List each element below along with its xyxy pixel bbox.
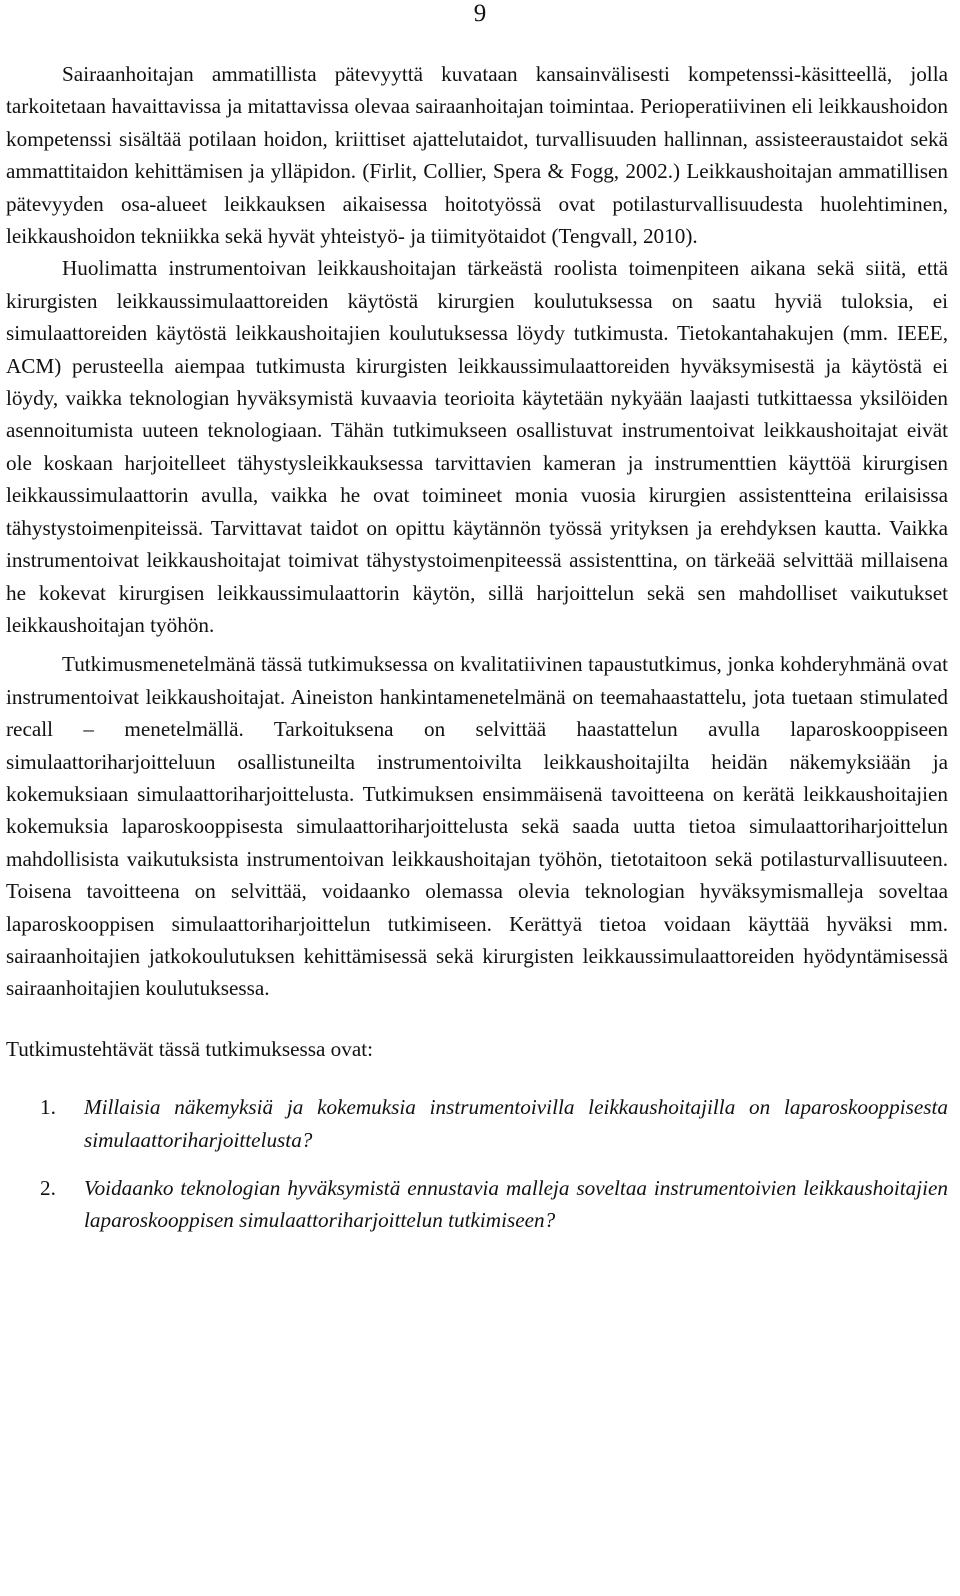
paragraph-competence: Sairaanhoitajan ammatillista pätevyyttä kuvataan kansainvälisesti kompetenssi-käsitteellä, jolla tarkoitetaan havaittavissa ja mitattavissa olevaa sairaanhoitajan toimintaa. Perioperatiivinen eli leikkaushoidon kompetenssi sisältää potilaan hoidon, kriittiset ajattelutaidot, turvallisuuden hallinnan, assisteeraustaidot sekä ammattitaidon kehittämisen ja ylläpidon. (Firlit, Collier, Spera & Fogg, 2002.) Leikkaushoitajan ammatillisen pätevyyden osa-alueet leikkauksen aikaisessa hoitotyössä ovat potilasturvallisuudesta huolehtiminen, leikkaushoidon tekniikka sekä hyvät yhteistyö- ja tiimityötaidot (Tengvall, 2010). bbox=[6, 62, 948, 249]
task-text: Millaisia näkemyksiä ja kokemuksia instrumentoivilla leikkaushoitajilla on laparoskooppisesta simulaattoriharjoittelusta? bbox=[84, 1095, 948, 1152]
research-task-1 bbox=[6, 1091, 948, 1156]
paragraph-background: Huolimatta instrumentoivan leikkaushoitajan tärkeästä roolista toimenpiteen aikana sekä siitä, että kirurgisten leikkaussimulaattoreiden käytöstä kirurgien koulutuksessa on saatu hyviä tuloksia, ei simulaattoreiden käytöstä leikkaushoitajien koulutuksessa löydy tutkimusta. Tietokantahakujen (mm. IEEE, ACM) perusteella aiempaa tutkimusta kirurgisten leikkaussimulaattoreiden hyväksymisestä ja käytöstä ei löydy, vaikka teknologian hyväksymistä kuvaavia teorioita käytetään nykyään laajasti tutkittaessa yksilöiden asennoitumista uuteen teknologiaan. Tähän tutkimukseen osallistuvat instrumentoivat leikkaushoitajat eivät ole koskaan harjoitelleet tähystysleikkauksessa tarvittavien kameran ja instrumenttien käyttöä kirurgisen leikkaussimulaattorin avulla, vaikka he ovat toimineet monia vuosia kirurgien assistentteina erilaisissa tähystystoimenpiteissä. Tarvittavat taidot on opittu käytännön työssä yrityksen ja erehdyksen kautta. Vaikka instrumentoivat leikkaushoitajat toimivat tähystystoimenpiteessä assistenttina, on tärkeää selvittää millaisena he kokevat kirurgisen leikkaussimulaattorin käytön, sillä harjoittelun sekä sen mahdolliset vaikutukset leikkaushoitajan työhön. bbox=[6, 256, 948, 637]
page-number: 9 bbox=[473, 0, 487, 27]
task-number: 1. bbox=[40, 1095, 56, 1120]
research-task-2 bbox=[6, 1172, 948, 1237]
task-number: 2. bbox=[40, 1176, 56, 1200]
research-tasks-intro: Tutkimustehtävät tässä tutkimuksessa ovat: bbox=[6, 1036, 374, 1061]
task-text: Voidaanko teknologian hyväksymistä ennustavia malleja soveltaa instrumentoivien leikkaushoitajien laparoskooppisen simulaattoriharjoittelun tutkimiseen? bbox=[84, 1176, 948, 1233]
body-text bbox=[6, 58, 948, 1253]
research-task-list bbox=[6, 1091, 948, 1237]
paragraph-method: Tutkimusmenetelmänä tässä tutkimuksessa on kvalitatiivinen tapaustutkimus, jonka kohderyhmänä ovat instrumentoivat leikkaushoitajat. Aineiston hankintamenetelmänä on teemahaastattelu, jota tuetaan stimulated recall – menetelmällä. Tarkoituksena on selvittää haastattelun avulla laparoskooppiseen simulaattoriharjoitteluun osallistuneilta instrumentoivilta leikkaushoitajilta heidän näkemyksiään ja kokemuksiaan simulaattoriharjoittelusta. Tutkimuksen ensimmäisenä tavoitteena on kerätä leikkaushoitajien kokemuksia laparoskooppisesta simulaattoriharjoittelusta sekä saada uutta tietoa simulaattoriharjoittelun mahdollisista vaikutuksista instrumentoivan leikkaushoitajan työhön, tietotaitoon sekä potilasturvallisuuteen. Toisena tavoitteena on selvittää, voidaanko olemassa olevia teknologian hyväksymismalleja soveltaa laparoskooppisen simulaattoriharjoittelun tutkimiseen. Kerättyä tietoa voidaan käyttää hyväksi mm. sairaanhoitajien jatkokoulutuksen kehittämisessä sekä kirurgisten leikkaussimulaattoreiden hyödyntämisessä sairaanhoitajien koulutuksessa. bbox=[6, 652, 948, 1001]
